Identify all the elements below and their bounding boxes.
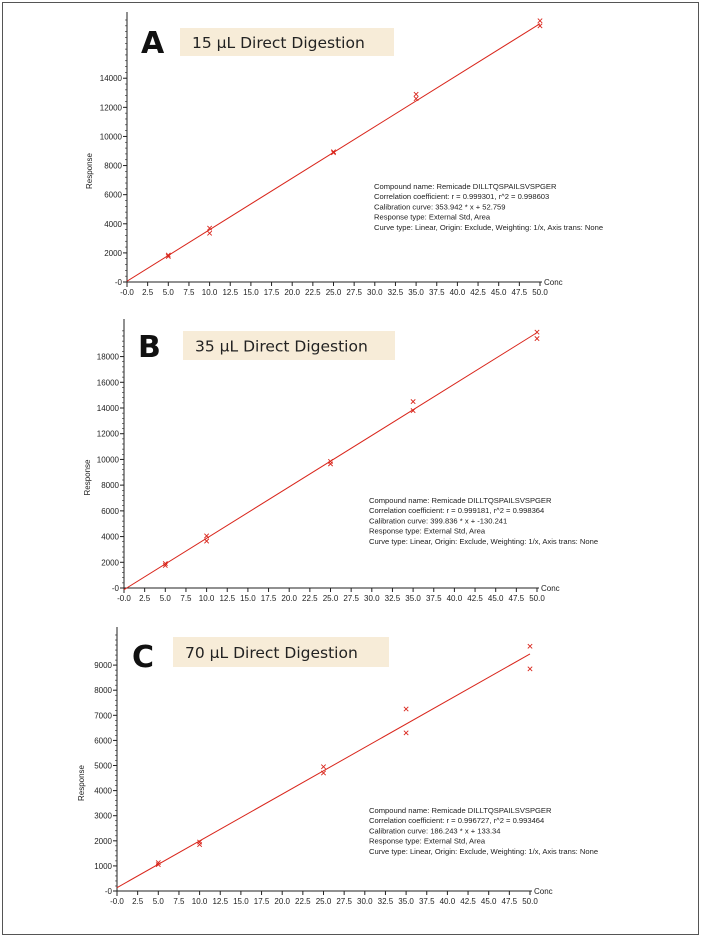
x-tick-label: -0.0 <box>117 594 131 603</box>
info-line: Curve type: Linear, Origin: Exclude, Weighting: 1/x, Axis trans: None <box>369 846 599 856</box>
x-tick-label: 37.5 <box>418 897 435 906</box>
panel-letter: A <box>141 26 165 61</box>
x-tick-label: 30.0 <box>364 594 380 603</box>
x-tick-label: 30.0 <box>367 288 383 297</box>
y-tick-label: 10000 <box>96 455 119 465</box>
x-tick-label: 2.5 <box>139 594 151 603</box>
x-tick-label: -0.0 <box>110 897 124 906</box>
panel-letter: B <box>138 330 161 365</box>
x-tick-label: 37.5 <box>428 288 445 297</box>
x-tick-label: 50.0 <box>522 897 538 906</box>
x-tick-label: 10.0 <box>191 897 208 906</box>
x-tick-label: 32.5 <box>377 897 394 906</box>
info-line: Response type: External Std, Area <box>369 526 486 536</box>
y-tick-label: 6000 <box>104 190 122 200</box>
y-tick-label: -0 <box>111 584 119 593</box>
chart-panel-b <box>0 305 703 615</box>
x-tick-label: 27.5 <box>343 594 359 603</box>
info-line: Response type: External Std, Area <box>374 212 491 222</box>
y-tick-label: 6000 <box>94 736 112 746</box>
x-tick-label: 32.5 <box>384 594 401 603</box>
data-point <box>538 19 542 23</box>
y-tick-label: 8000 <box>101 481 119 491</box>
x-axis-label: Conc <box>534 887 553 896</box>
y-axis-label: Response <box>83 459 92 496</box>
x-tick-label: 17.5 <box>260 594 277 603</box>
x-tick-label: -0.0 <box>120 288 134 297</box>
x-tick-label: 7.5 <box>180 594 192 603</box>
y-tick-label: 7000 <box>94 711 112 721</box>
info-line: Calibration curve: 353.942 * x + 52.759 <box>374 202 506 212</box>
panel-letter: C <box>132 640 155 675</box>
x-tick-label: 42.5 <box>470 288 486 297</box>
x-tick-label: 15.0 <box>243 288 259 297</box>
data-point <box>204 539 208 543</box>
y-tick-label: 4000 <box>104 219 122 229</box>
y-tick-label: 4000 <box>94 786 112 796</box>
x-tick-label: 47.5 <box>511 288 528 297</box>
chart-title: 70 µL Direct Digestion <box>185 644 358 662</box>
x-tick-label: 45.0 <box>487 594 504 603</box>
x-tick-label: 15.0 <box>233 897 249 906</box>
y-tick-label: 16000 <box>96 378 119 388</box>
data-point <box>528 667 532 671</box>
x-tick-label: 10.0 <box>198 594 215 603</box>
data-point <box>204 534 208 538</box>
x-tick-label: 35.0 <box>405 594 421 603</box>
x-tick-label: 12.5 <box>219 594 236 603</box>
x-tick-label: 35.0 <box>408 288 424 297</box>
x-tick-label: 10.0 <box>201 288 218 297</box>
x-tick-label: 7.5 <box>183 288 195 297</box>
x-tick-label: 27.5 <box>336 897 352 906</box>
x-tick-label: 40.0 <box>439 897 456 906</box>
x-tick-label: 5.0 <box>152 897 164 906</box>
data-point <box>404 707 408 711</box>
y-tick-label: 2000 <box>104 248 122 258</box>
x-tick-label: 22.5 <box>302 594 318 603</box>
data-point <box>414 92 418 96</box>
chart-title: 35 µL Direct Digestion <box>195 337 368 356</box>
data-point <box>207 231 211 235</box>
data-point <box>414 96 418 100</box>
x-tick-label: 17.5 <box>253 897 270 906</box>
x-tick-label: 22.5 <box>305 288 321 297</box>
x-tick-label: 12.5 <box>212 897 229 906</box>
x-tick-label: 20.0 <box>281 594 297 603</box>
data-point <box>328 459 332 463</box>
x-tick-label: 42.5 <box>467 594 483 603</box>
x-tick-label: 45.0 <box>480 897 497 906</box>
x-axis-label: Conc <box>544 278 563 287</box>
x-tick-label: 20.0 <box>274 897 290 906</box>
x-tick-label: 32.5 <box>387 288 404 297</box>
y-axis-label: Response <box>77 764 86 802</box>
x-tick-label: 20.0 <box>284 288 300 297</box>
y-tick-label: 2000 <box>94 836 112 846</box>
x-tick-label: 40.0 <box>449 288 466 297</box>
x-axis-label: Conc <box>541 584 560 593</box>
x-tick-label: 7.5 <box>173 897 185 906</box>
data-point <box>321 771 325 775</box>
y-tick-label: 2000 <box>101 558 119 568</box>
x-tick-label: 15.0 <box>240 594 256 603</box>
data-point <box>528 644 532 648</box>
y-tick-label: -0 <box>114 278 122 287</box>
y-tick-label: 12000 <box>99 103 122 113</box>
data-point <box>404 731 408 735</box>
data-point <box>411 399 415 403</box>
y-tick-label: -0 <box>104 887 112 896</box>
x-tick-label: 37.5 <box>425 594 442 603</box>
y-axis-label: Response <box>85 152 94 190</box>
y-tick-label: 14000 <box>96 404 119 413</box>
x-tick-label: 45.0 <box>490 288 507 297</box>
info-line: Compound name: Remicade DILLTQSPAILSVSPGER <box>369 806 552 815</box>
info-line: Compound name: Remicade DILLTQSPAILSVSPGER <box>374 182 557 191</box>
x-tick-label: 47.5 <box>508 594 525 603</box>
x-tick-label: 50.0 <box>532 288 548 297</box>
y-tick-label: 14000 <box>99 74 122 84</box>
y-tick-label: 6000 <box>101 506 119 516</box>
info-line: Compound name: Remicade DILLTQSPAILSVSPGER <box>369 496 552 505</box>
y-tick-label: 4000 <box>101 532 119 542</box>
y-tick-label: 18000 <box>96 352 119 362</box>
x-tick-label: 22.5 <box>295 897 311 906</box>
chart-panel-a <box>0 0 703 305</box>
y-tick-label: 1000 <box>94 861 112 871</box>
y-tick-label: 9000 <box>94 661 112 671</box>
y-tick-label: 12000 <box>96 429 119 439</box>
data-point <box>321 765 325 769</box>
x-tick-label: 42.5 <box>460 897 476 906</box>
x-tick-label: 12.5 <box>222 288 239 297</box>
y-tick-label: 10000 <box>99 132 122 142</box>
x-tick-label: 40.0 <box>446 594 463 603</box>
data-point <box>535 336 539 340</box>
x-tick-label: 5.0 <box>159 594 171 603</box>
info-line: Calibration curve: 399.836 * x + -130.241 <box>369 516 508 526</box>
info-line: Calibration curve: 186.243 * x + 133.34 <box>369 826 501 836</box>
y-tick-label: 8000 <box>104 161 122 171</box>
x-tick-label: 27.5 <box>346 288 362 297</box>
info-line: Curve type: Linear, Origin: Exclude, Weighting: 1/x, Axis trans: None <box>374 222 604 232</box>
y-tick-label: 8000 <box>94 686 112 696</box>
x-tick-label: 5.0 <box>162 288 174 297</box>
x-tick-label: 25.0 <box>322 594 339 603</box>
info-line: Curve type: Linear, Origin: Exclude, Weighting: 1/x, Axis trans: None <box>369 536 599 546</box>
data-point <box>538 24 542 28</box>
info-line: Correlation coefficient: r = 0.999181, r^2 = 0.998364 <box>369 506 545 516</box>
info-line: Correlation coefficient: r = 0.996727, r^2 = 0.993464 <box>369 816 545 826</box>
x-tick-label: 2.5 <box>132 897 144 906</box>
x-tick-label: 25.0 <box>325 288 342 297</box>
y-tick-label: 3000 <box>94 811 112 821</box>
y-tick-label: 5000 <box>94 761 112 771</box>
x-tick-label: 50.0 <box>529 594 545 603</box>
chart-title: 15 µL Direct Digestion <box>192 34 365 52</box>
info-line: Correlation coefficient: r = 0.999301, r^2 = 0.998603 <box>374 192 550 202</box>
x-tick-label: 17.5 <box>263 288 280 297</box>
x-tick-label: 47.5 <box>501 897 518 906</box>
chart-panel-c <box>0 615 703 915</box>
x-tick-label: 35.0 <box>398 897 414 906</box>
x-tick-label: 2.5 <box>142 288 154 297</box>
x-tick-label: 30.0 <box>357 897 373 906</box>
data-point <box>535 330 539 334</box>
info-line: Response type: External Std, Area <box>369 836 486 846</box>
x-tick-label: 25.0 <box>315 897 332 906</box>
